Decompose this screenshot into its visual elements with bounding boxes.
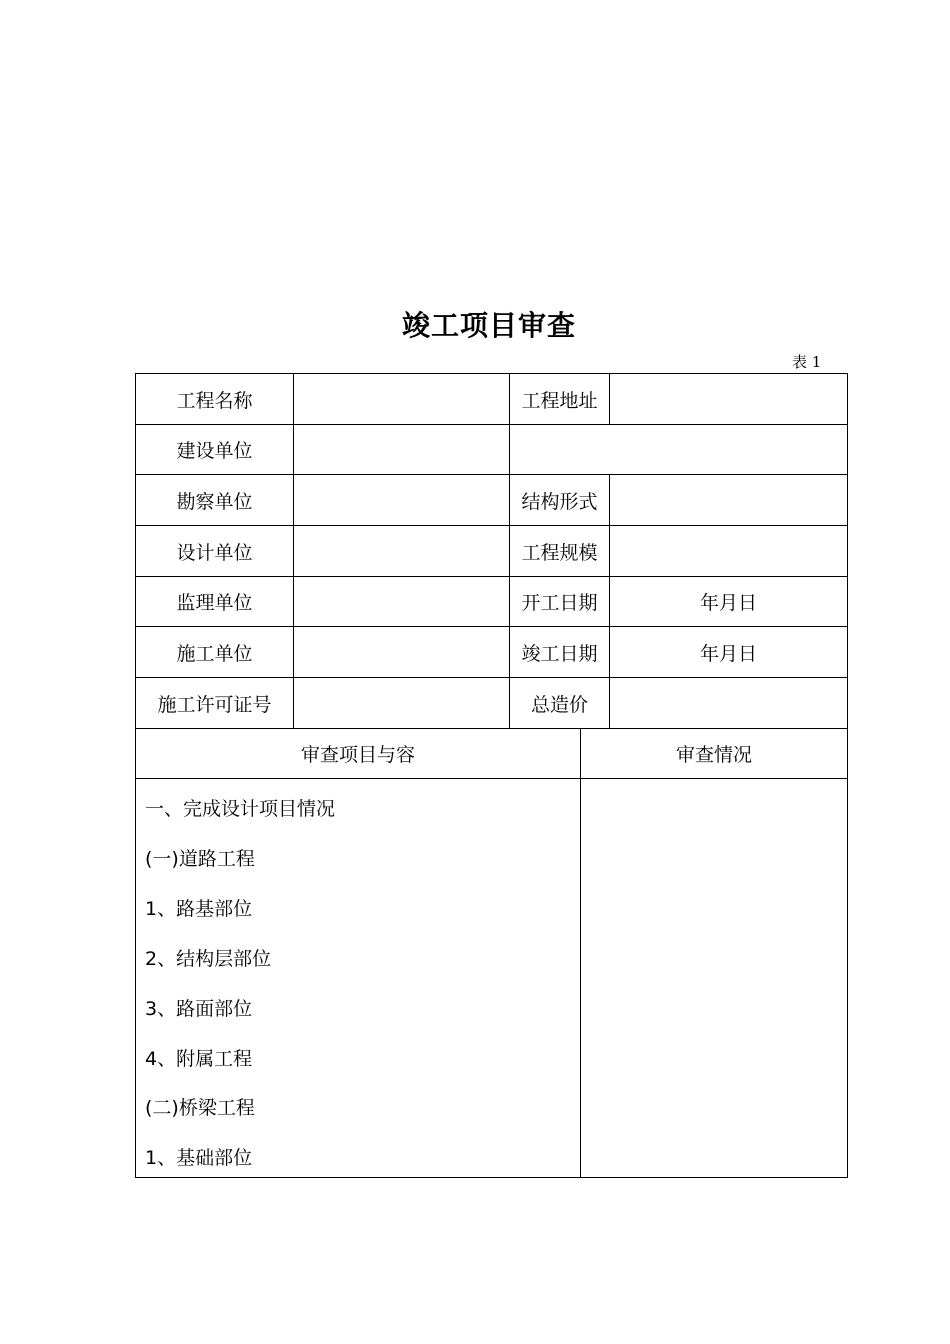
field-survey-unit[interactable] (294, 475, 510, 526)
field-project-name[interactable] (294, 374, 510, 425)
list-item: 3、路面部位 (145, 998, 253, 1020)
list-item: (一)道路工程 (145, 848, 255, 870)
field-construction-unit-extra[interactable] (510, 425, 847, 475)
field-construction-unit[interactable] (294, 425, 510, 475)
field-completion-date[interactable]: 年月日 (610, 627, 847, 678)
label-total-cost: 总造价 (510, 678, 610, 729)
label-project-name: 工程名称 (136, 374, 294, 425)
label-start-date: 开工日期 (510, 577, 610, 627)
field-permit-number[interactable] (294, 678, 510, 729)
label-survey-unit: 勘察单位 (136, 475, 294, 526)
table-number: 表 1 (792, 353, 822, 371)
field-total-cost[interactable] (610, 678, 847, 729)
label-permit-number: 施工许可证号 (136, 678, 294, 729)
review-items-list (136, 779, 581, 1178)
field-start-date[interactable]: 年月日 (610, 577, 847, 627)
label-construction-unit: 建设单位 (136, 425, 294, 475)
review-status-header: 审查情况 (581, 729, 847, 779)
label-design-unit: 设计单位 (136, 526, 294, 577)
list-item: 一、完成设计项目情况 (145, 798, 336, 820)
field-structure-type[interactable] (610, 475, 847, 526)
field-supervision-unit[interactable] (294, 577, 510, 627)
list-item: 1、路基部位 (145, 898, 253, 920)
label-structure-type: 结构形式 (510, 475, 610, 526)
review-items-header: 审查项目与容 (136, 729, 581, 779)
label-supervision-unit: 监理单位 (136, 577, 294, 627)
field-design-unit[interactable] (294, 526, 510, 577)
list-item: 4、附属工程 (145, 1048, 253, 1070)
page-title: 竣工项目审查 (401, 309, 576, 342)
list-item: 2、结构层部位 (145, 948, 272, 970)
label-contractor-unit: 施工单位 (136, 627, 294, 678)
review-result-field[interactable] (581, 779, 847, 1178)
label-project-scale: 工程规模 (510, 526, 610, 577)
review-form (135, 373, 848, 1178)
field-project-scale[interactable] (610, 526, 847, 577)
list-item: (二)桥梁工程 (145, 1097, 255, 1119)
field-project-address[interactable] (610, 374, 847, 425)
list-item: 1、基础部位 (145, 1147, 253, 1169)
label-project-address: 工程地址 (510, 374, 610, 425)
field-contractor-unit[interactable] (294, 627, 510, 678)
label-completion-date: 竣工日期 (510, 627, 610, 678)
